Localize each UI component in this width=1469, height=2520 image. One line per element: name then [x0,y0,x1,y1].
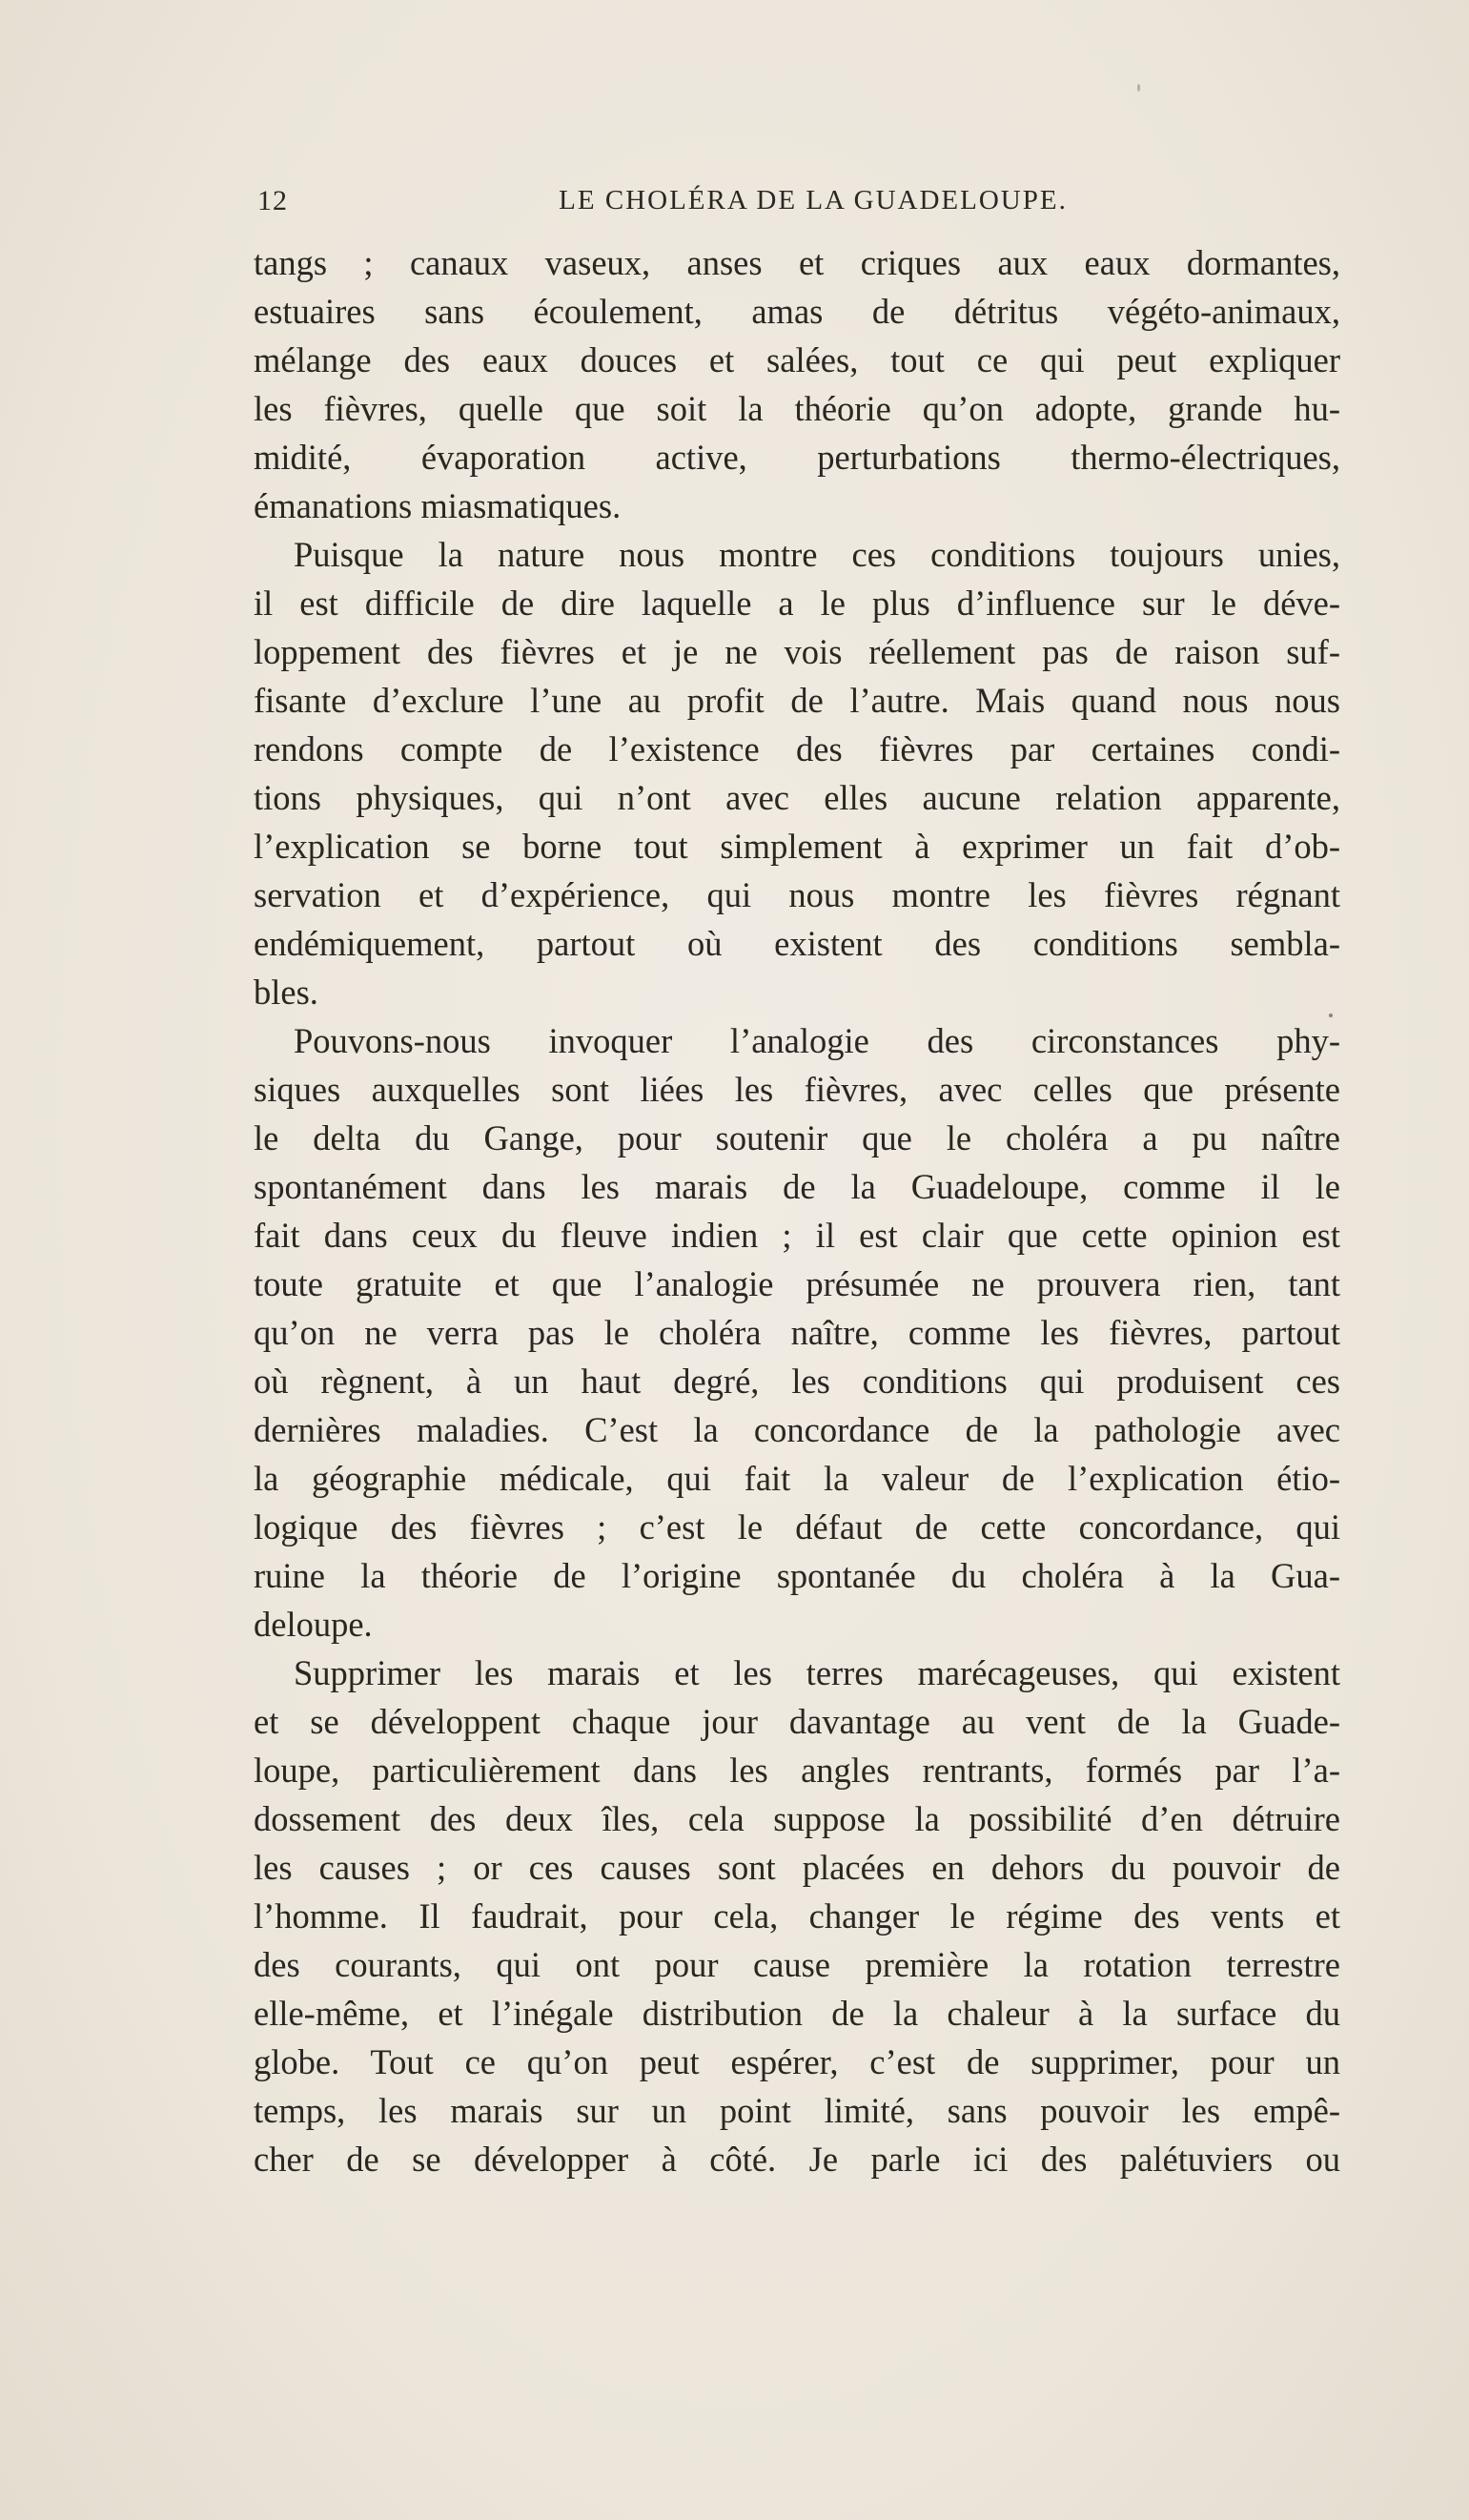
text-line: mélange des eaux douces et salées, tout ce qui peut expliquer [254,340,1340,379]
text-line: toute gratuite et que l’analogie présumée ne prouvera rien, tant [254,1264,1340,1303]
text-line: globe. Tout ce qu’on peut espérer, c’est de supprimer, pour un [254,2042,1340,2081]
text-line: bles. [254,973,318,1012]
text-line: tangs ; canaux vaseux, anses et criques aux eaux dormantes, [254,243,1340,282]
text-line: loppement des fièvres et je ne vois réellement pas de raison suf- [254,632,1340,671]
text-line: temps, les marais sur un point limité, sans pouvoir les empê- [254,2091,1340,2130]
text-line: les causes ; or ces causes sont placées en dehors du pouvoir de [254,1848,1340,1887]
text-line: cher de se développer à côté. Je parle ici des palétuviers ou [254,2140,1340,2179]
body-text [254,238,1340,2183]
paper-speck [1329,1014,1333,1017]
text-line: elle-même, et l’inégale distribution de la chaleur à la surface du [254,1994,1340,2033]
text-line: et se développent chaque jour davantage au vent de la Guade- [254,1702,1340,1741]
page-header [257,185,1340,223]
text-line: deloupe. [254,1605,373,1644]
text-line: Supprimer les marais et les terres marécageuses, qui existent [294,1653,1340,1692]
text-line: où règnent, à un haut degré, les conditions qui produisent ces [254,1362,1340,1401]
text-line: des courants, qui ont pour cause première la rotation terrestre [254,1945,1340,1984]
text-line: servation et d’expérience, qui nous montre les fièvres régnant [254,875,1340,914]
text-line: endémiquement, partout où existent des conditions sembla- [254,924,1340,963]
text-line: siques auxquelles sont liées les fièvres, avec celles que présente [254,1070,1340,1109]
text-line: la géographie médicale, qui fait la valeur de l’explication étio- [254,1459,1340,1498]
text-line: l’homme. Il faudrait, pour cela, changer le régime des vents et [254,1896,1340,1936]
text-line: il est difficile de dire laquelle a le plus d’influence sur le déve- [254,584,1340,623]
text-line: l’explication se borne tout simplement à exprimer un fait d’ob- [254,827,1340,866]
text-line: spontanément dans les marais de la Guadeloupe, comme il le [254,1167,1340,1206]
text-line: fisante d’exclure l’une au profit de l’autre. Mais quand nous nous [254,681,1340,720]
text-line: dernières maladies. C’est la concordance de la pathologie avec [254,1410,1340,1449]
text-line: ruine la théorie de l’origine spontanée du choléra à la Gua- [254,1556,1340,1595]
text-line: loupe, particulièrement dans les angles rentrants, formés par l’a- [254,1751,1340,1790]
text-line: émanations miasmatiques. [254,486,622,525]
text-line: tions physiques, qui n’ont avec elles aucune relation apparente, [254,778,1340,817]
text-line: Pouvons-nous invoquer l’analogie des circonstances phy- [294,1021,1340,1060]
paper-speck [1137,84,1140,92]
text-line: qu’on ne verra pas le choléra naître, comme les fièvres, partout [254,1313,1340,1352]
text-line: dossement des deux îles, cela suppose la possibilité d’en détruire [254,1799,1340,1838]
page-number: 12 [257,185,288,216]
text-line: rendons compte de l’existence des fièvres par certaines condi- [254,729,1340,768]
text-line: fait dans ceux du fleuve indien ; il est clair que cette opinion est [254,1216,1340,1255]
text-line: le delta du Gange, pour soutenir que le choléra a pu naître [254,1118,1340,1158]
text-line: Puisque la nature nous montre ces conditions toujours unies, [294,535,1340,574]
text-line: midité, évaporation active, perturbations thermo-électriques, [254,438,1340,477]
text-line: estuaires sans écoulement, amas de détritus végéto-animaux, [254,292,1340,331]
text-line: les fièvres, quelle que soit la théorie qu’on adopte, grande hu- [254,389,1340,428]
running-title: LE CHOLÉRA DE LA GUADELOUPE. [559,185,1068,215]
text-line: logique des fièvres ; c’est le défaut de cette concordance, qui [254,1507,1340,1547]
